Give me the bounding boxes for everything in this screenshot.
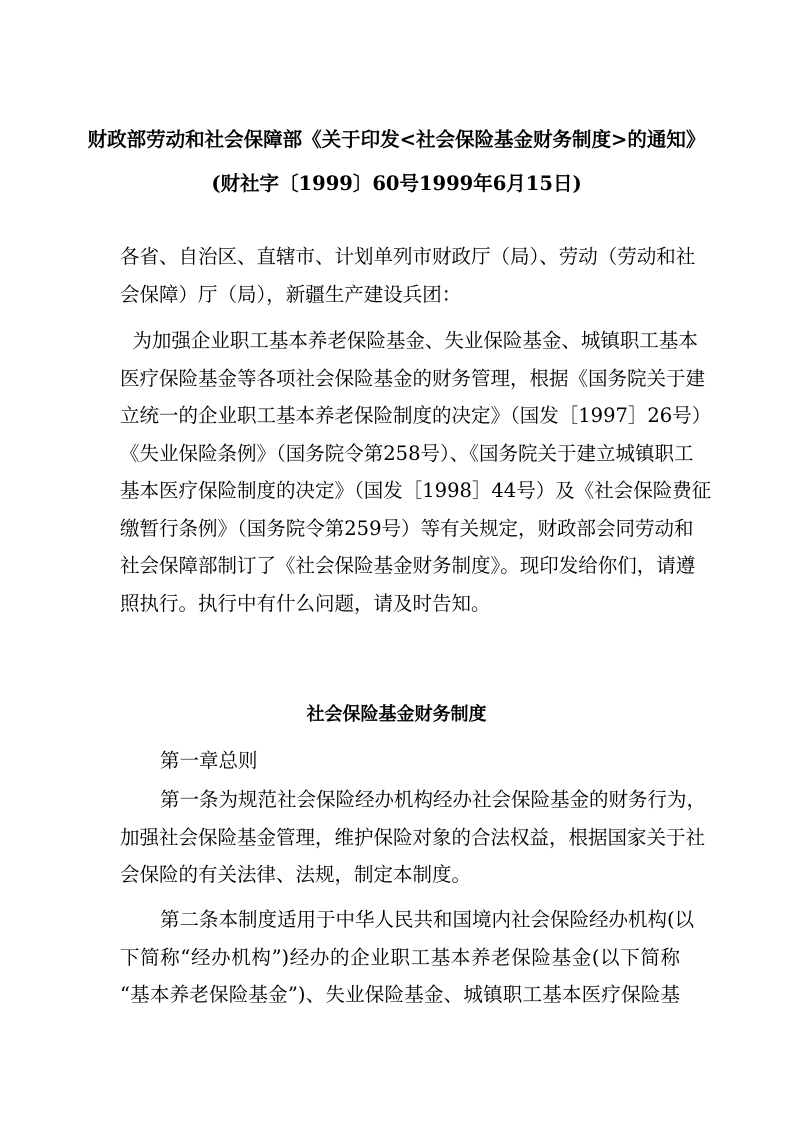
text-line: 第二条本制度适用于中华人民共和国境内社会保险经办机构(以: [160, 908, 695, 931]
text-line: 医疗保险基金等各项社会保险基金的财务管理，根据《国务院关于建: [120, 366, 706, 390]
text-line: 会保险的有关法律、法规，制定本制度。: [120, 863, 472, 886]
chapter-heading: [160, 742, 680, 780]
text-line: “基本养老保险基金”)、失业保险基金、城镇职工基本医疗保险基: [120, 983, 680, 1006]
text-line: 第一章总则: [160, 749, 258, 772]
text-line: 下简称“经办机构”)经办的企业职工基本养老保险基金(以下简称: [120, 945, 680, 969]
text-line: 社会保障部制订了《社会保险基金财务制度》。现印发给你们，请遵: [120, 554, 696, 577]
document-number: (财社字〔1999〕60号1999年6月15日): [211, 172, 582, 195]
text-line: 《失业保险条例》（国务院令第258号）、《国务院关于建立城镇职工: [120, 441, 694, 465]
text-line: 各省、自治区、直辖市、计划单列市财政厅（局）、劳动（劳动和社: [120, 245, 696, 268]
text-line: 加强社会保险基金管理，维护保险对象的合法权益，根据国家关于社: [120, 825, 706, 849]
text-line: 立统一的企业职工基本养老保险制度的决定》（国发［1997］26号）: [120, 404, 712, 427]
text-line: 为加强企业职工基本养老保险基金、失业保险基金、城镇职工基本: [120, 329, 698, 352]
recipient-paragraph: [120, 238, 696, 313]
text-line: 照执行。执行中有什么问题，请及时告知。: [120, 591, 491, 615]
document-title: 财政部劳动和社会保障部《关于印发<社会保险基金财务制度>的通知》: [87, 128, 706, 151]
text-line: 第一条为规范社会保险经办机构经办社会保险基金的财务行为，: [160, 788, 707, 811]
notice-body-paragraph: [120, 322, 712, 622]
text-line: 会保障）厅（局），新疆生产建设兵团：: [120, 282, 462, 306]
article-1-paragraph: [120, 781, 707, 894]
regulation-title: 社会保险基金财务制度: [306, 704, 487, 725]
text-line: 基本医疗保险制度的决定》（国发［1998］44号）及《社会保险费征: [120, 479, 712, 502]
article-2-paragraph: [120, 901, 695, 1014]
text-line: 缴暂行条例》（国务院令第259号）等有关规定，财政部会同劳动和: [120, 516, 694, 540]
